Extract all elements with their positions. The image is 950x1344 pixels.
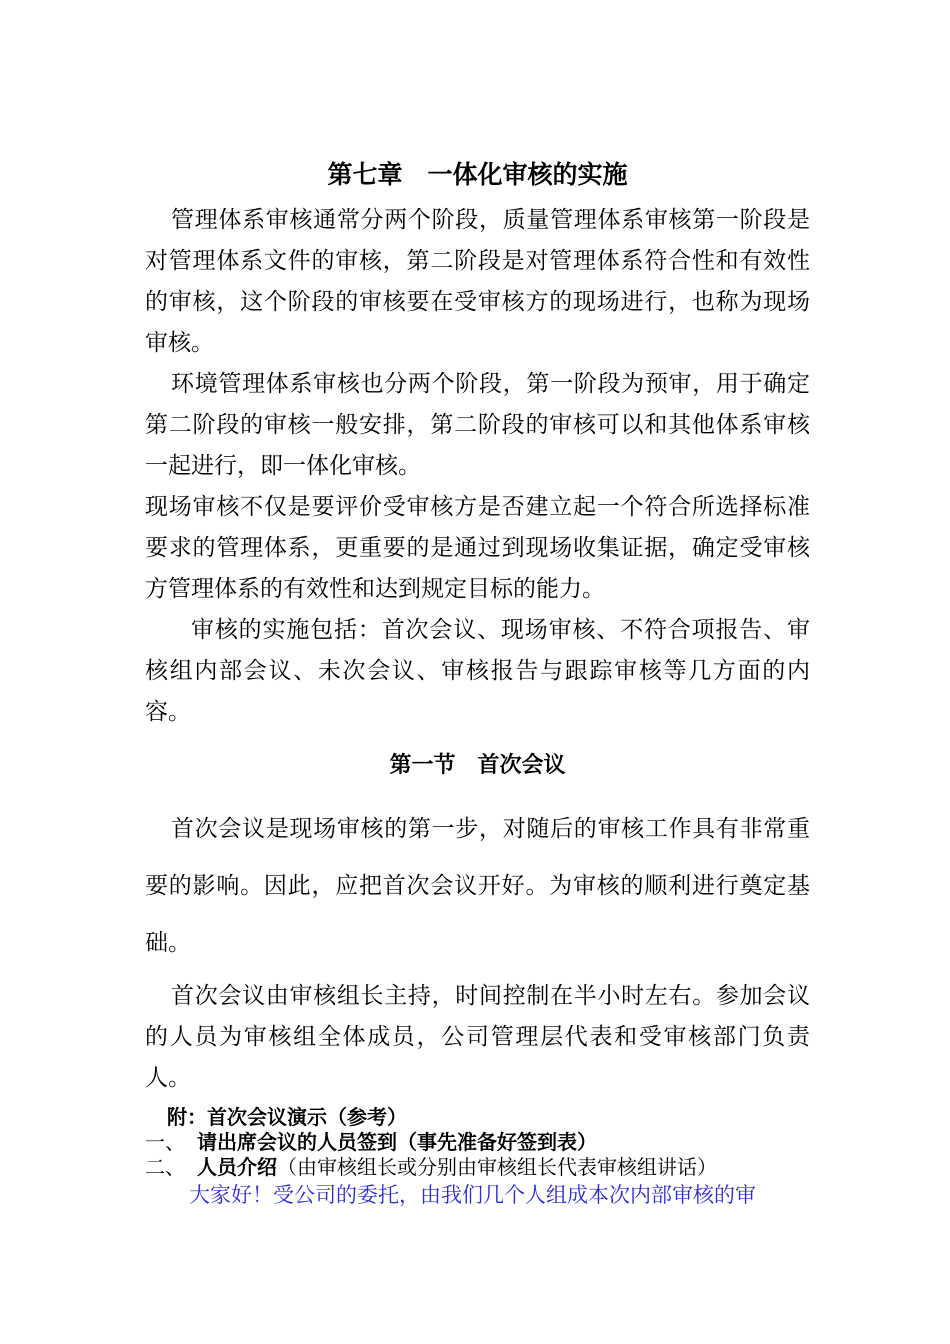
appendix-item-number: 一、 — [145, 1130, 185, 1154]
document-body — [145, 150, 810, 1210]
appendix-item — [145, 1155, 810, 1180]
paragraph-first-meeting: 首次会议是现场审核的第一步，对随后的审核工作具有非常重要的影响。因此，应把首次会议开好。为审核的顺利进行奠定基础。 — [145, 816, 810, 956]
appendix — [145, 1105, 810, 1210]
paragraph-environment-audit: 环境管理体系审核也分两个阶段，第一阶段为预审，用于确定第二阶段的审核一般安排，第二阶段的审核可以和其他体系审核一起进行，即一体化审核。 — [145, 371, 810, 479]
paragraph-onsite-audit: 现场审核不仅是要评价受审核方是否建立起一个符合所选择标准要求的管理体系，更重要的是通过到现场收集证据，确定受审核方管理体系的有效性和达到规定目标的能力。 — [145, 494, 810, 602]
chapter-title: 第七章 一体化审核的实施 — [327, 160, 628, 189]
appendix-item-title: 请出席会议的人员签到（事先准备好签到表） — [197, 1130, 597, 1154]
section-title: 第一节 首次会议 — [389, 753, 566, 778]
paragraph-audit-contents: 审核的实施包括：首次会议、现场审核、不符合项报告、审核组内部会议、未次会议、审核报告与跟踪审核等几方面的内容。 — [145, 617, 810, 725]
paragraph-audit-stages: 管理体系审核通常分两个阶段，质量管理体系审核第一阶段是对管理体系文件的审核，第二阶段是对管理体系符合性和有效性的审核，这个阶段的审核要在受审核方的现场进行，也称为现场审核。 — [145, 207, 810, 356]
appendix-item — [145, 1130, 810, 1155]
appendix-heading: 附：首次会议演示（参考） — [167, 1105, 407, 1129]
speech-text: 大家好！受公司的委托，由我们几个人组成本次内部审核的审 — [189, 1183, 756, 1207]
paragraph-meeting-host: 首次会议由审核组长主持，时间控制在半小时左右。参加会议的人员为审核组全体成员，公司管理层代表和受审核部门负责人。 — [145, 983, 810, 1091]
appendix-item-note: （由审核组长或分别由审核组长代表审核组讲话） — [277, 1155, 717, 1179]
appendix-item-number: 二、 — [145, 1155, 185, 1179]
appendix-item-title: 人员介绍 — [197, 1155, 277, 1179]
